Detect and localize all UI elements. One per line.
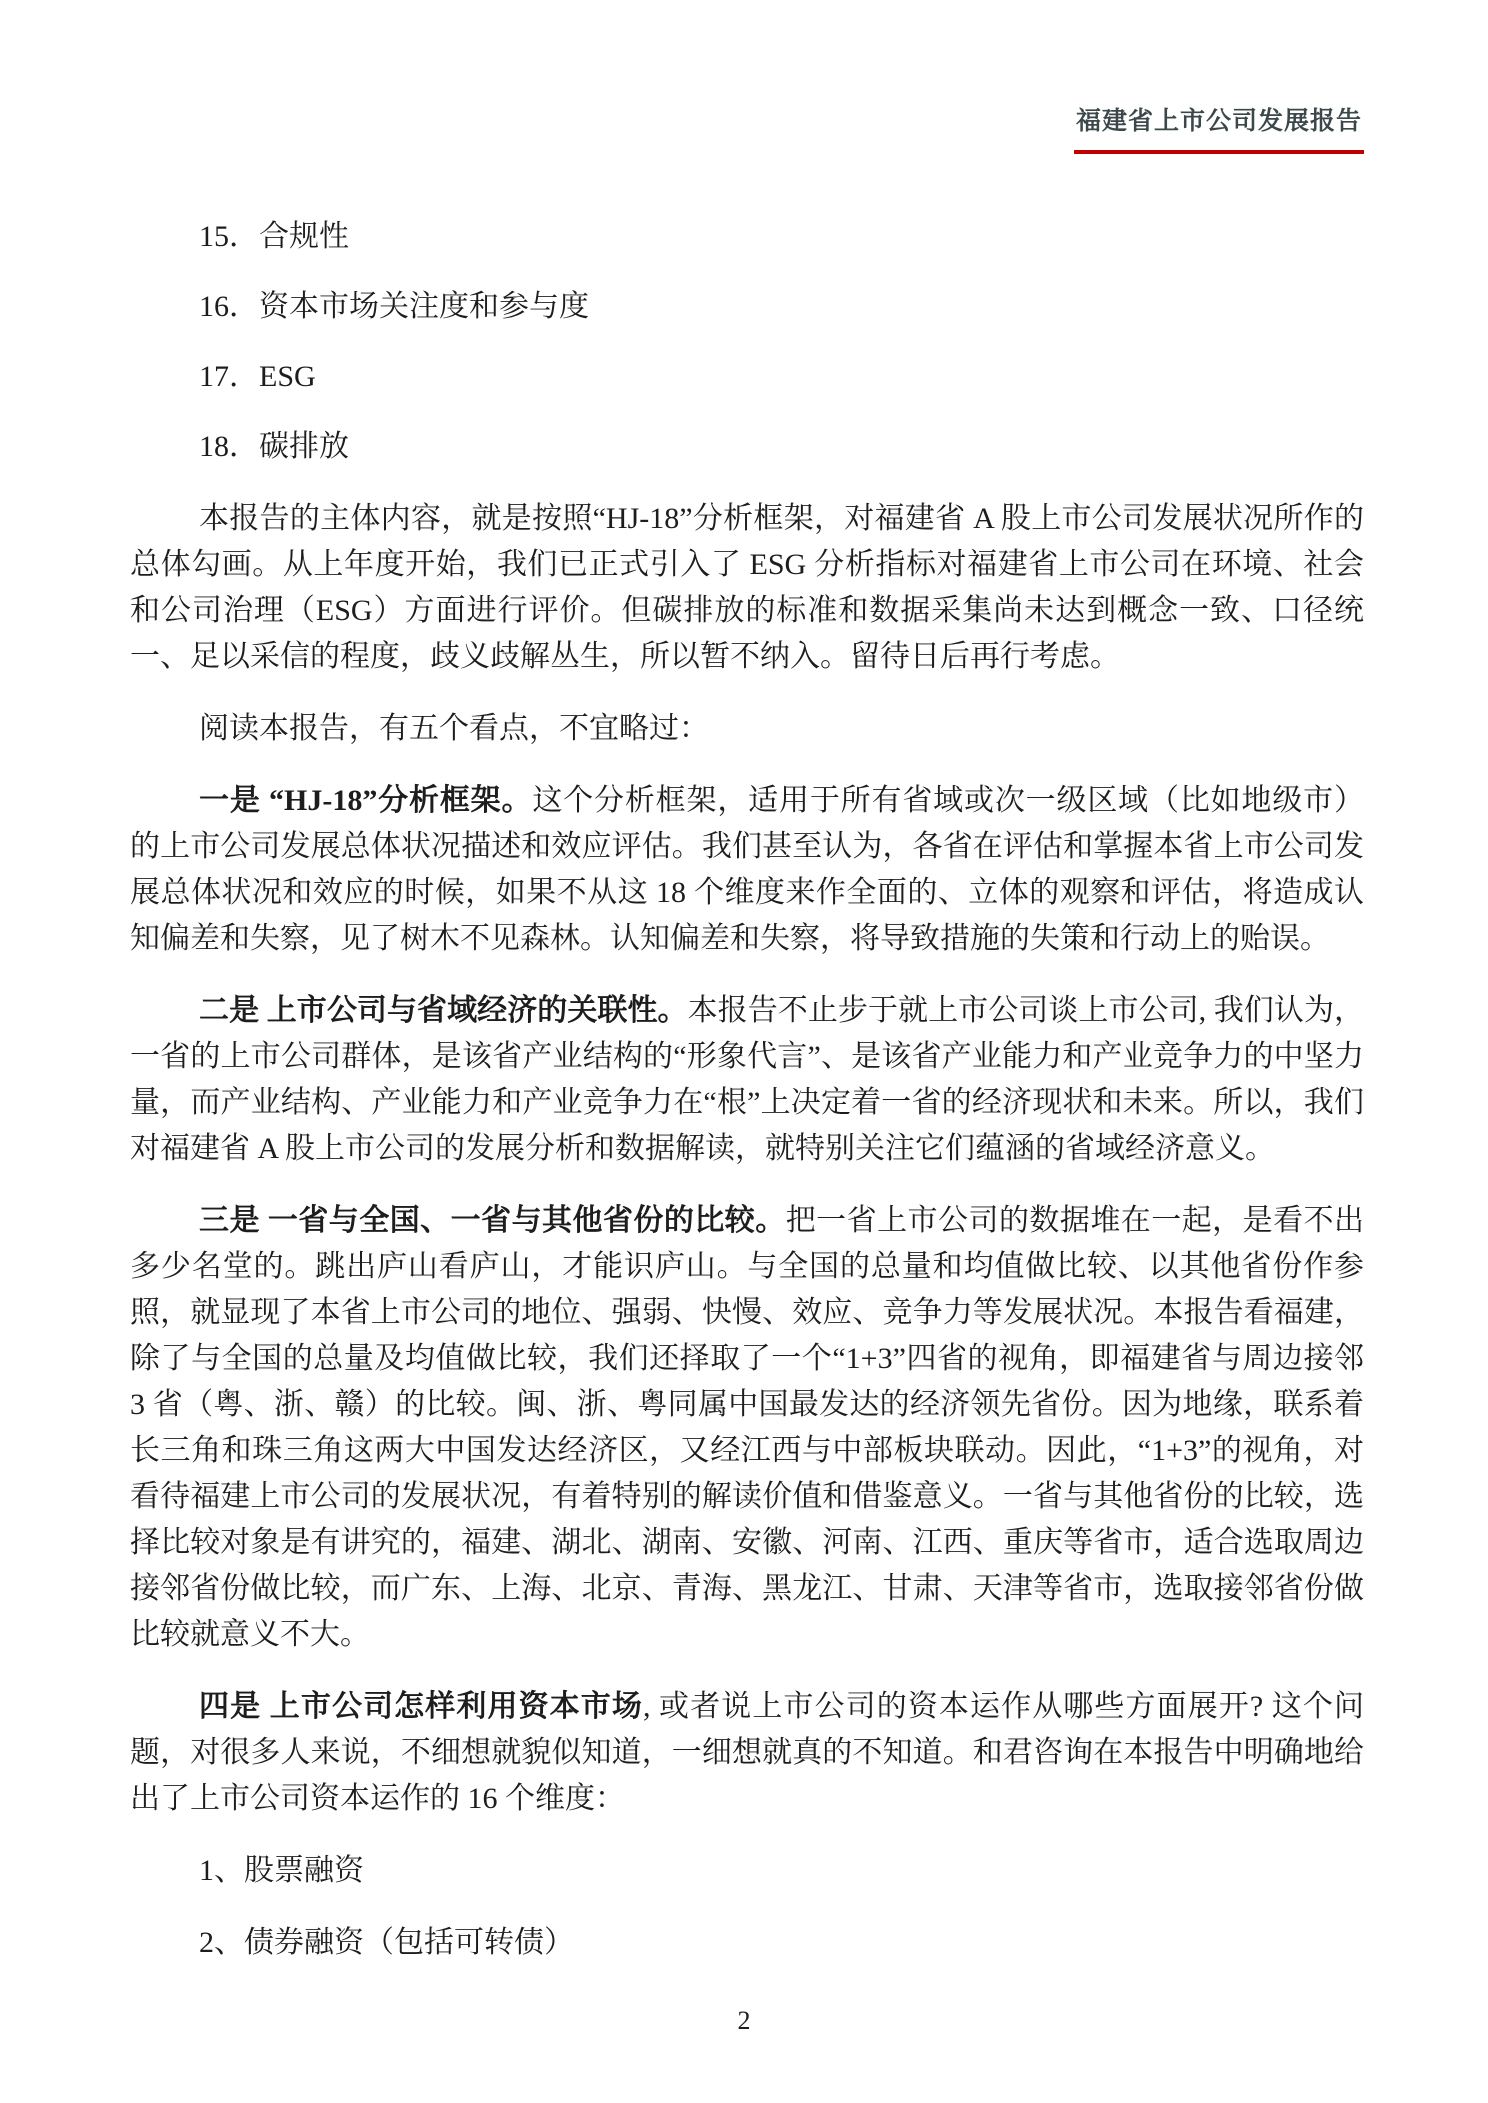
- toc-item: 17．ESG: [199, 360, 316, 393]
- point-lead: 二是 上市公司与省域经济的关联性。: [199, 994, 688, 1027]
- page-number: 2: [737, 2006, 751, 2035]
- point-paragraph-2: [130, 988, 1364, 1172]
- toc-item: 16．资本市场关注度和参与度: [199, 290, 589, 323]
- point-text: 把一省上市公司的数据堆在一起，是看不出多少名堂的。跳出庐山看庐山，才能识庐山。与全国的总量和均值做比较、以其他省份作参照，就显现了本省上市公司的地位、强弱、快慢、效应、竞争力等发展状况。本报告看福建，除了与全国的总量及均值做比较，我们还择取了一个“1+3”四省的视角，即福建省与周边接邻 3 省（粤、浙、赣）的比较。闽、浙、粤同属中国最发达的经济领先省份。因为地缘，联系着长三角和珠三角这两大中国发达经济区，又经江西与中部板块联动。因此，“1+3”的视角，对看待福建上市公司的发展状况，有着特别的解读价值和借鉴意义。一省与其他省份的比较，选择比较对象是有讲究的，福建、湖北、湖南、安徽、河南、江西、重庆等省市，适合选取周边接邻省份做比较，而广东、上海、北京、青海、黑龙江、甘肃、天津等省市，选取接邻省份做比较就意义不大。: [130, 1204, 1365, 1651]
- toc-item: 18．碳排放: [199, 430, 349, 463]
- point-text: , 或者说上市公司的资本运作从哪些方面展开? 这个问题，对很多人来说，不细想就貌似知道，一细想就真的不知道。和君咨询在本报告中明确地给出了上市公司资本运作的 16 个维度：: [130, 1690, 1364, 1815]
- capital-item: 1、股票融资: [199, 1854, 364, 1887]
- point-lead: 三是 一省与全国、一省与其他省份的比较。: [199, 1204, 786, 1237]
- reading-note: 阅读本报告，有五个看点，不宜略过：: [199, 712, 709, 745]
- point-lead: 四是 上市公司怎样利用资本市场: [199, 1690, 643, 1723]
- page-header: [0, 0, 1488, 154]
- capital-item: 2、债券融资（包括可转债）: [199, 1926, 574, 1959]
- point-paragraph-3: [130, 1198, 1364, 1658]
- header-title: 福建省上市公司发展报告: [1074, 104, 1364, 154]
- point-text: 本报告不止步于就上市公司谈上市公司, 我们认为，一省的上市公司群体，是该省产业结构的“形象代言”、是该省产业能力和产业竞争力的中坚力量，而产业结构、产业能力和产业竞争力在“根”上决定着一省的经济现状和未来。所以，我们对福建省 A 股上市公司的发展分析和数据解读，就特别关注它们蕴涵的省域经济意义。: [130, 994, 1365, 1165]
- toc-list: [130, 214, 1364, 470]
- page-content: [130, 214, 1364, 1966]
- toc-item: 15．合规性: [199, 220, 349, 253]
- point-lead: 一是 “HJ-18”分析框架。: [199, 784, 533, 817]
- point-text: 这个分析框架，适用于所有省域或次一级区域（比如地级市）的上市公司发展总体状况描述和效应评估。我们甚至认为，各省在评估和掌握本省上市公司发展总体状况和效应的时候，如果不从这 18 个维度来作全面的、立体的观察和评估，将造成认知偏差和失察，见了树木不见森林。认知偏差和失察，将导致措施的失策和行动上的贻误。: [130, 784, 1364, 955]
- point-paragraph-4: [130, 1684, 1364, 1822]
- intro-paragraph: 本报告的主体内容，就是按照“HJ-18”分析框架，对福建省 A 股上市公司发展状况所作的总体勾画。从上年度开始，我们已正式引入了 ESG 分析指标对福建省上市公司在环境、社会和公司治理（ESG）方面进行评价。但碳排放的标准和数据采集尚未达到概念一致、口径统一、足以采信的程度，歧义歧解丛生，所以暂不纳入。留待日后再行考虑。: [130, 502, 1364, 673]
- point-paragraph-1: [130, 778, 1364, 962]
